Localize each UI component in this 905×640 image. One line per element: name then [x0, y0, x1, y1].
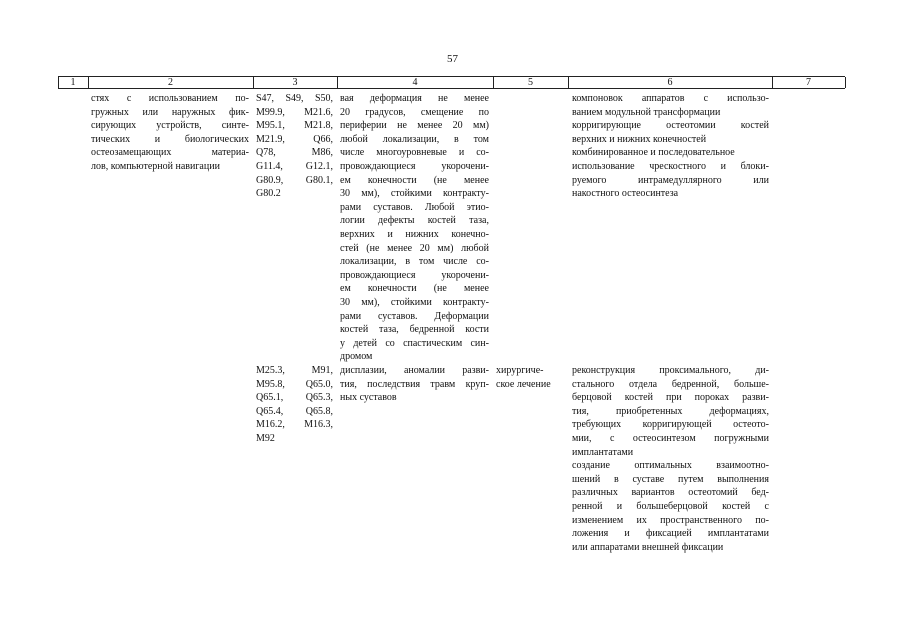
- text-line: сирующих устройств, синте-: [91, 120, 249, 132]
- text-line: верхних и нижних конечно-: [340, 228, 489, 240]
- text-line: стального отдела бедренной, больше-: [572, 378, 769, 390]
- text-line: 30 мм), стойкими контракту-: [340, 296, 489, 308]
- text-line: M16.2, M16.3,: [256, 419, 333, 431]
- text-line: G80.9, G80.1,: [256, 174, 333, 186]
- row2-icd-codes-cell: [256, 364, 333, 446]
- text-line: корригирующие остеотомии костей: [572, 120, 769, 132]
- text-line: требующих корригирующей остеото-: [572, 419, 769, 431]
- table-header-rule: [58, 88, 845, 89]
- text-line: вая деформация не менее: [340, 93, 489, 104]
- column-header: 6: [667, 77, 673, 88]
- text-line: M25.3, M91,: [256, 365, 333, 376]
- text-line: костей таза, бедренной кости: [340, 324, 489, 336]
- text-line: провождающиеся укорочени-: [340, 269, 489, 281]
- column-header: 1: [70, 77, 76, 88]
- text-line: ское лечение: [496, 378, 551, 390]
- text-line: любой локализации, в том: [340, 133, 489, 145]
- text-line: G80.2: [256, 188, 281, 200]
- text-line: дромом: [340, 351, 373, 363]
- text-line: руемого интрамедуллярного или: [572, 174, 769, 186]
- row1-model-patient-cell: [340, 92, 489, 364]
- row2-model-patient-cell: [340, 364, 489, 405]
- text-line: использование чрескостного и блоки-: [572, 160, 769, 172]
- row1-treatment-method-cell: [572, 92, 769, 201]
- text-line: рами суставов. Деформации: [340, 310, 489, 322]
- text-line: дисплазии, аномалии разви-: [340, 365, 489, 376]
- text-line: ем конечности (не менее: [340, 174, 489, 186]
- column-header: 5: [528, 77, 533, 88]
- page-number: 57: [447, 53, 458, 65]
- row2-treatment-method-cell: [572, 364, 769, 554]
- column-header: 3: [292, 77, 298, 88]
- text-line: хирургиче-: [496, 365, 544, 376]
- text-line: провождающиеся укорочени-: [340, 160, 489, 172]
- text-line: стях с использованием по-: [91, 93, 249, 104]
- text-line: тия, приобретенных деформациях,: [572, 405, 769, 417]
- text-line: комбинированное и последовательное: [572, 147, 735, 159]
- text-line: создание оптимальных взаимоотно-: [572, 460, 769, 472]
- text-line: лов, компьютерной навигации: [91, 160, 220, 172]
- text-line: компоновок аппаратов с использо-: [572, 93, 769, 104]
- text-line: мии, с остеосинтезом погружными: [572, 432, 769, 444]
- text-line: M95.8, Q65.0,: [256, 378, 333, 390]
- text-line: гружных или наружных фик-: [91, 106, 249, 118]
- text-line: Q78, M86,: [256, 147, 333, 159]
- text-line: рами суставов. Любой этио-: [340, 201, 489, 213]
- row2-treatment-type-cell: [496, 364, 564, 391]
- text-line: накостного остеосинтеза: [572, 188, 679, 200]
- text-line: Q65.1, Q65.3,: [256, 392, 333, 404]
- row1-icd-codes-cell: [256, 92, 333, 201]
- text-line: M92: [256, 432, 275, 444]
- column-header: 4: [412, 77, 418, 88]
- text-line: имплантатами: [572, 446, 634, 458]
- text-line: ем конечности (не менее: [340, 283, 489, 295]
- text-line: G11.4, G12.1,: [256, 160, 333, 172]
- text-line: 30 мм), стойкими контракту-: [340, 188, 489, 200]
- text-line: Q65.4, Q65.8,: [256, 405, 333, 417]
- text-line: у детей со спастическим син-: [340, 337, 489, 349]
- text-line: ренной и большеберцовой костей с: [572, 500, 769, 512]
- text-line: верхних и нижних конечностей: [572, 133, 707, 145]
- text-line: S47, S49, S50,: [256, 93, 333, 104]
- text-line: M95.1, M21.8,: [256, 120, 333, 132]
- text-line: изменением их пространственного по-: [572, 514, 769, 526]
- text-line: стей (не менее 20 мм) любой: [340, 242, 489, 254]
- text-line: периферии не менее 20 мм): [340, 120, 489, 132]
- text-line: ных суставов: [340, 392, 397, 404]
- text-line: шений в суставе путем выполнения: [572, 473, 769, 485]
- text-line: реконструкция проксимального, ди-: [572, 365, 769, 376]
- text-line: берцовой костей при пороках разви-: [572, 392, 769, 404]
- text-line: ванием модульной трансформации: [572, 106, 721, 118]
- text-line: тических и биологических: [91, 133, 249, 145]
- column-header: 2: [168, 77, 173, 88]
- text-line: различных вариантов остеотомий бед-: [572, 487, 769, 499]
- column-header: 7: [806, 77, 811, 88]
- text-line: локализации, в том числе со-: [340, 256, 489, 268]
- text-line: остеозамещающих материа-: [91, 147, 249, 159]
- text-line: M21.9, Q66,: [256, 133, 333, 145]
- row1-technology-cell: [91, 92, 249, 174]
- text-line: тия, последствия травм круп-: [340, 378, 489, 390]
- text-line: 20 градусов, смещение по: [340, 106, 489, 118]
- text-line: M99.9, M21.6,: [256, 106, 333, 118]
- text-line: логии дефекты костей таза,: [340, 215, 489, 227]
- col-separator: [845, 77, 846, 88]
- text-line: ложения и фиксацией имплантатами: [572, 528, 769, 540]
- text-line: или аппаратами внешней фиксации: [572, 541, 724, 553]
- text-line: числе многоуровневые и со-: [340, 147, 489, 159]
